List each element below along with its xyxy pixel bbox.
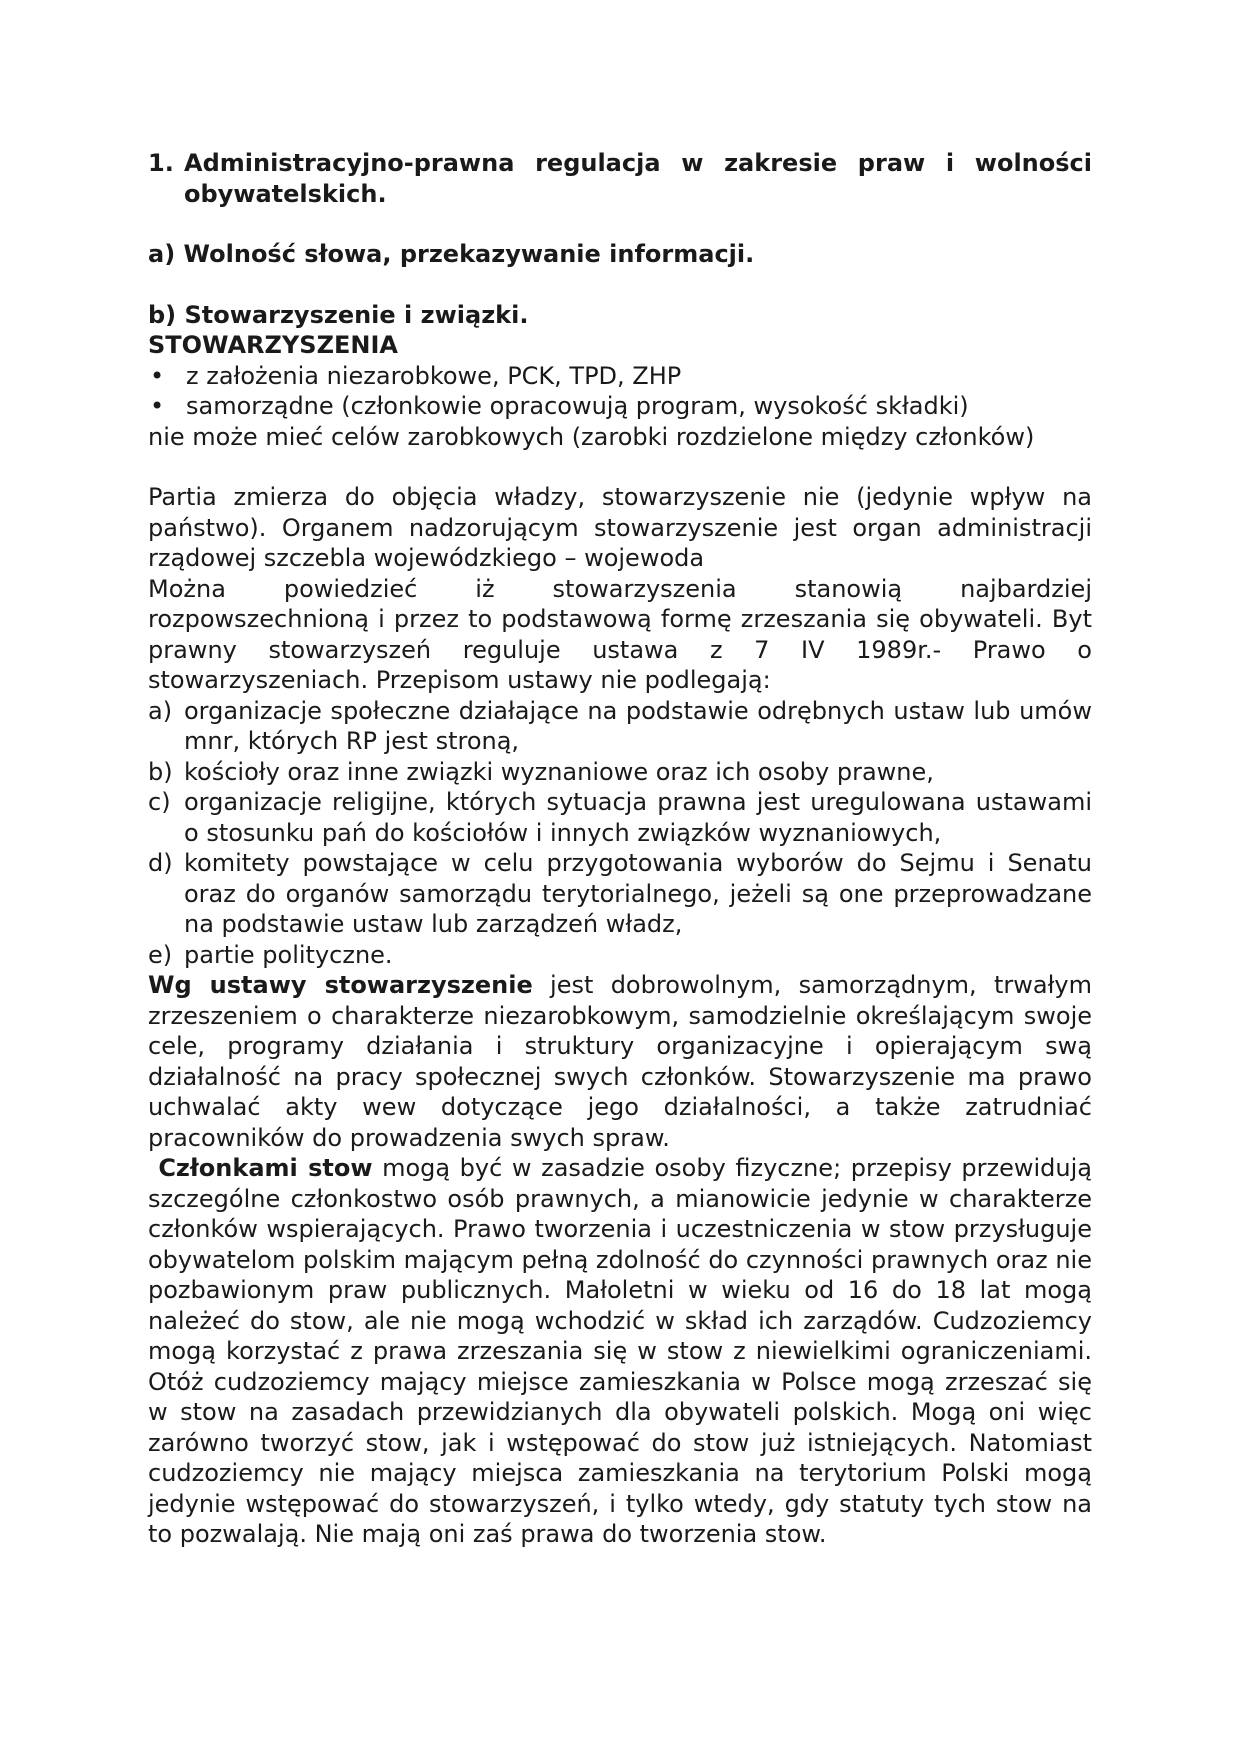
line-after-bullets: nie może mieć celów zarobkowych (zarobki rozdzielone między członków): [148, 422, 1035, 451]
paragraph-members: [148, 1153, 1092, 1550]
list-text: partie polityczne.: [184, 940, 393, 969]
list-text: kościoły oraz inne związki wyznaniowe oraz ich osoby prawne,: [184, 757, 934, 786]
definition-term: Wg ustawy stowarzyszenie: [148, 971, 533, 999]
definition-body: jest dobrowolnym, samorządnym, trwałym zrzeszeniem o charakterze niezarobkowym, samodzielnie określającym swoje cele, programy działania i struktury organizacyjne i opierającym swą działalność na pracy społecznej swych członków. Stowarzyszenie ma prawo uchwalać akty wew dotyczące jego działalności, a także zatrudniać pracowników do prowadzenia swych spraw.: [148, 971, 1092, 1152]
list-text: organizacje społeczne działające na podstawie odrębnych ustaw lub umów mnr, których RP jest stroną,: [184, 696, 1092, 755]
bullet-item: [148, 391, 1092, 422]
list-item: [148, 757, 1092, 788]
list-item: [148, 848, 1092, 940]
list-label: e): [148, 940, 173, 969]
list-label: a): [148, 696, 173, 725]
paragraph-intro-rest: rozpowszechnioną i przez to podstawową formę zrzeszania się obywateli. Byt prawny stowarzyszeń reguluje ustawa z 7 IV 1989r.- Prawo o stowarzyszeniach. Przepisom ustawy nie podlegają:: [148, 605, 1092, 694]
list-label: d): [148, 849, 173, 877]
list-item: [148, 787, 1092, 848]
document-page: [148, 148, 1092, 1550]
bullet-text: samorządne (członkowie opracowują program, wysokość składki): [186, 392, 969, 420]
list-label: c): [148, 788, 171, 816]
bullet-item: [148, 361, 1092, 392]
paragraph-party: Partia zmierza do objęcia władzy, stowarzyszenie nie (jedynie wpływ na państwo). Organem nadzorującym stowarzyszenie jest organ administracji rządowej szczebla wojewódzkiego – wojewoda: [148, 483, 1092, 572]
bullet-icon: •: [150, 392, 165, 420]
list-item: [148, 940, 1092, 971]
heading-text: Administracyjno-prawna regulacja w zakresie praw i wolności obywatelskich.: [184, 149, 1092, 208]
list-item: [148, 696, 1092, 757]
members-body: mogą być w zasadzie osoby fizyczne; przepisy przewidują szczególne członkostwo osób prawnych, a mianowicie jedynie w charakterze członków wspierających. Prawo tworzenia i uczestniczenia w stow przysługuje obywatelom polskim mającym pełną zdolność do czynności prawnych oraz nie pozbawionym praw publicznych. Małoletni w wieku od 16 do 18 lat mogą należeć do stow, ale nie mogą wchodzić w skład ich zarządów. Cudzoziemcy mogą korzystać z prawa zrzeszania się w stow z niewielkimi ograniczeniami. Otóż cudzoziemcy mający miejsce zamieszkania w Polsce mogą zrzeszać się w stow na zasadach przewidzianych dla obywateli polskich. Mogą oni więc zarówno tworzyć stow, jak i wstępować do stow już istniejących. Natomiast cudzoziemcy nie mający miejsca zamieszkania na terytorium Polski mogą jedynie wstępować do stowarzyszeń, i tylko wtedy, gdy statuty tych stow na to pozwalają. Nie mają oni zaś prawa do tworzenia stow.: [148, 1154, 1092, 1548]
section-a-heading: a) Wolność słowa, przekazywanie informacji.: [148, 240, 755, 268]
paragraph-definition: [148, 970, 1092, 1153]
members-term: Członkami stow: [148, 1154, 373, 1182]
paragraph-intro-first-line: Można powiedzieć iż stowarzyszenia stanowią najbardziej: [148, 574, 1092, 603]
main-heading: [148, 148, 1092, 209]
list-label: b): [148, 757, 173, 786]
heading-number: 1.: [148, 149, 174, 177]
list-text: komitety powstające w celu przygotowania wyborów do Sejmu i Senatu oraz do organów samorządu terytorialnego, jeżeli są one przeprowadzane na podstawie ustaw lub zarządzeń władz,: [184, 849, 1092, 938]
section-b-heading: b) Stowarzyszenie i związki.: [148, 300, 529, 329]
subheading-stowarzyszenia: STOWARZYSZENIA: [148, 331, 398, 359]
bullet-icon: •: [150, 361, 165, 390]
list-text: organizacje religijne, których sytuacja prawna jest uregulowana ustawami o stosunku pań do kościołów i innych związków wyznaniowych,: [184, 788, 1092, 847]
bullet-text: z założenia niezarobkowe, PCK, TPD, ZHP: [186, 361, 682, 390]
